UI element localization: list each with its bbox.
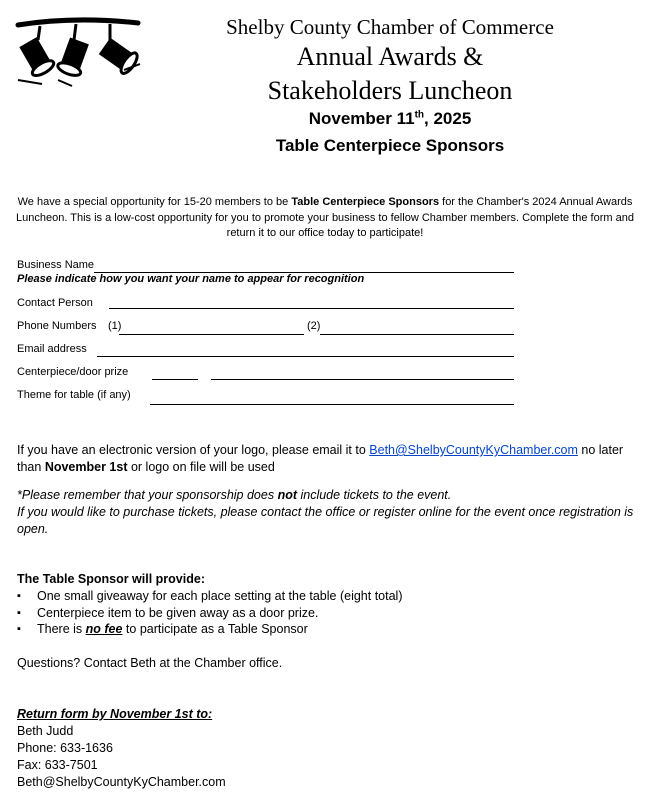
business-name-label: Business Name [17,259,95,271]
phone-1-field[interactable] [119,334,304,335]
event-date: November 11th, 2025 [308,109,472,128]
return-heading: Return form by November 1st to: [17,707,213,721]
provides-list [17,588,402,638]
email-address-field[interactable] [97,356,514,357]
centerpiece-label: Centerpiece/door prize [17,366,129,378]
email-address-label: Email address [17,343,87,355]
centerpiece-short-field[interactable] [152,379,198,380]
phone-2-label: (2) [307,320,321,332]
stage-spotlights-icon [14,14,144,90]
return-info [17,706,226,791]
theme-field[interactable] [150,404,514,405]
contact-person-label: Contact Person [17,297,93,309]
provides-heading: The Table Sponsor will provide: [17,572,205,586]
intro-paragraph: We have a special opportunity for 15-20 members to be Table Centerpiece Sponsors for the Chamber's 2024 Annual Awards Luncheon. This is a low-cost opportunity for you to promote your business to fellow Chamber members. Complete the form and return it to our office today to participate! [16,196,634,239]
centerpiece-field[interactable] [211,379,514,380]
list-item: ▪ There is no fee to participate as a Table Sponsor [17,621,402,638]
contact-name: Beth Judd [17,724,74,738]
list-item: ▪ Centerpiece item to be given away as a door prize. [17,605,402,622]
phone-2-field[interactable] [320,334,514,335]
contact-email[interactable]: Beth@ShelbyCountyKyChamber.com [17,775,226,789]
contact-fax: Fax: 633-7501 [17,758,98,772]
logo-info-paragraph: If you have an electronic version of your logo, please email it to Beth@ShelbyCountyKyChamber.com no later than November 1st or logo on file will be used [17,443,624,474]
logo-email-link[interactable]: Beth@ShelbyCountyKyChamber.com [369,443,578,457]
phone-numbers-label: Phone Numbers [17,320,97,332]
ticket-reminder: *Please remember that your sponsorship does not include tickets to the event. If you would like to purchase tickets, please contact the office or register online for the event once registration is open. [17,488,634,536]
contact-phone: Phone: 633-1636 [17,741,113,755]
sponsor-type-heading: Table Centerpiece Sponsors [275,136,505,155]
theme-label: Theme for table (if any) [17,389,131,401]
list-item: ▪ One small giveaway for each place setting at the table (eight total) [17,588,402,605]
phone-1-label: (1) [108,320,122,332]
contact-person-field[interactable] [109,308,514,309]
name-recognition-note: Please indicate how you want your name to appear for recognition [17,273,365,285]
org-name: Shelby County Chamber of Commerce [226,15,554,39]
questions-text: Questions? Contact Beth at the Chamber office. [17,656,283,670]
event-title-line-2: Stakeholders Luncheon [267,76,513,105]
event-title-line-1: Annual Awards & [296,42,484,71]
